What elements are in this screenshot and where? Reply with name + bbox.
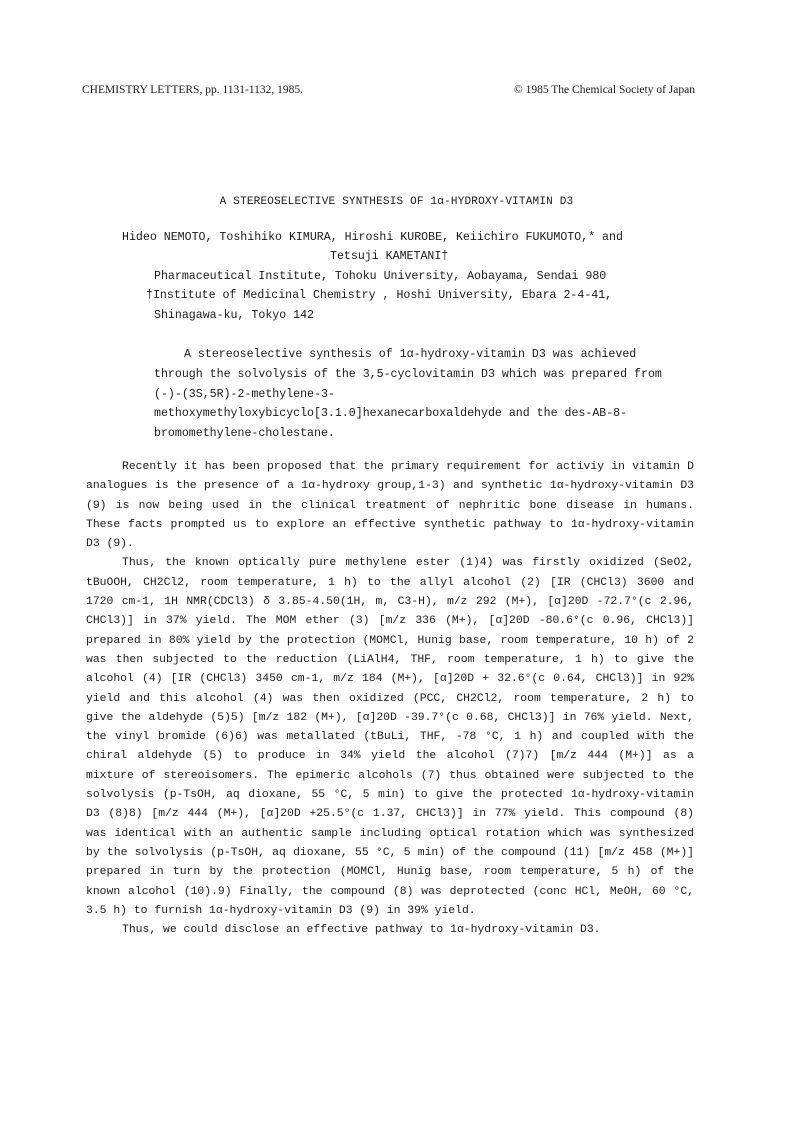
abstract xyxy=(154,345,662,444)
copyright-notice: © 1985 The Chemical Society of Japan xyxy=(514,84,695,96)
abstract-text: A stereoselective synthesis of 1α-hydroxy-vitamin D3 was achieved through the solvolysis of the 3,5-cyclovitamin D3 which was prepared from (-)-(3S,5R)-2-methylene-3-methoxymethyloxybicyclo[3.1.0]hexanecarboxaldehyde and the des-AB-8-bromomethylene-cholestane. xyxy=(154,348,662,441)
author-list-continued: Tetsuji KAMETANI† xyxy=(330,250,449,263)
journal-citation: CHEMISTRY LETTERS, pp. 1131-1132, 1985. xyxy=(82,84,304,96)
affiliation: Pharmaceutical Institute, Tohoku University, Aobayama, Sendai 980 xyxy=(154,270,607,283)
affiliation: †Institute of Medicinal Chemistry , Hoshi University, Ebara 2-4-41, xyxy=(146,289,613,302)
author-list: Hideo NEMOTO, Toshihiko KIMURA, Hiroshi KUROBE, Keiichiro FUKUMOTO,* and xyxy=(122,231,623,244)
affiliation: Shinagawa-ku, Tokyo 142 xyxy=(154,309,315,322)
body-paragraph: Recently it has been proposed that the primary requirement for activiy in vitamin D analogues is the presence of a 1α-hydroxy group,1-3) and synthetic 1α-hydroxy-vitamin D3 (9) is now being used in the clinical treatment of nephritic bone disease in humans. These facts prompted us to explore an effective synthetic pathway to 1α-hydroxy-vitamin D3 (9). xyxy=(86,461,694,551)
body-paragraph: Thus, the known optically pure methylene ester (1)4) was firstly oxidized (SeO2, tBuOOH, CH2Cl2, room temperature, 1 h) to the allyl alcohol (2) [IR (CHCl3) 3600 and 1720 cm-1, 1H NMR(CDCl3) δ 3.85-4.50(1H, m, C3-H), m/z 292 (M+), [α]20D -72.7°(c 2.96, CHCl3)] in 37% yield. The MOM ether (3) [m/z 336 (M+), [α]20D -80.6°(c 0.96, CHCl3)] prepared in 80% yield by the protection (MOMCl, Hunig base, room temperature, 10 h) of 2 was then subjected to the reduction (LiAlH4, THF, room temperature, 1 h) to give the alcohol (4) [IR (CHCl3) 3450 cm-1, m/z 184 (M+), [α]20D + 32.6°(c 0.64, CHCl3)] in 92% yield and this alcohol (4) was then oxidized (PCC, CH2Cl2, room temperature, 2 h) to give the aldehyde (5)5) [m/z 182 (M+), [α]20D -39.7°(c 0.68, CHCl3)] in 76% yield. Next, the vinyl bromide (6)6) was metallated (tBuLi, THF, -78 °C, 1 h) and coupled with the chiral aldehyde (5) to produce in 34% yield the alcohol (7)7) [m/z 444 (M+)] as a mixture of stereoisomers. The epimeric alcohols (7) thus obtained were subjected to the solvolysis (p-TsOH, aq dioxane, 55 °C, 5 min) to give the protected 1α-hydroxy-vitamin D3 (8)8) [m/z 444 (M+), [α]20D +25.5°(c 1.37, CHCl3)] in 77% yield. This compound (8) was identical with an authentic sample including optical rotation which was synthesized by the solvolysis (p-TsOH, aq dioxane, 55 °C, 5 min) of the compound (11) [m/z 458 (M+)] prepared in turn by the protection (MOMCl, Hunig base, room temperature, 5 h) of the known alcohol (10).9) Finally, the compound (8) was deprotected (conc HCl, MeOH, 60 °C, 3.5 h) to furnish 1α-hydroxy-vitamin D3 (9) in 39% yield. xyxy=(86,557,694,917)
body-paragraph: Thus, we could disclose an effective pathway to 1α-hydroxy-vitamin D3. xyxy=(122,924,601,937)
article-body xyxy=(86,458,694,940)
paper-title: A STEREOSELECTIVE SYNTHESIS OF 1α-HYDROXY-VITAMIN D3 xyxy=(219,196,574,208)
